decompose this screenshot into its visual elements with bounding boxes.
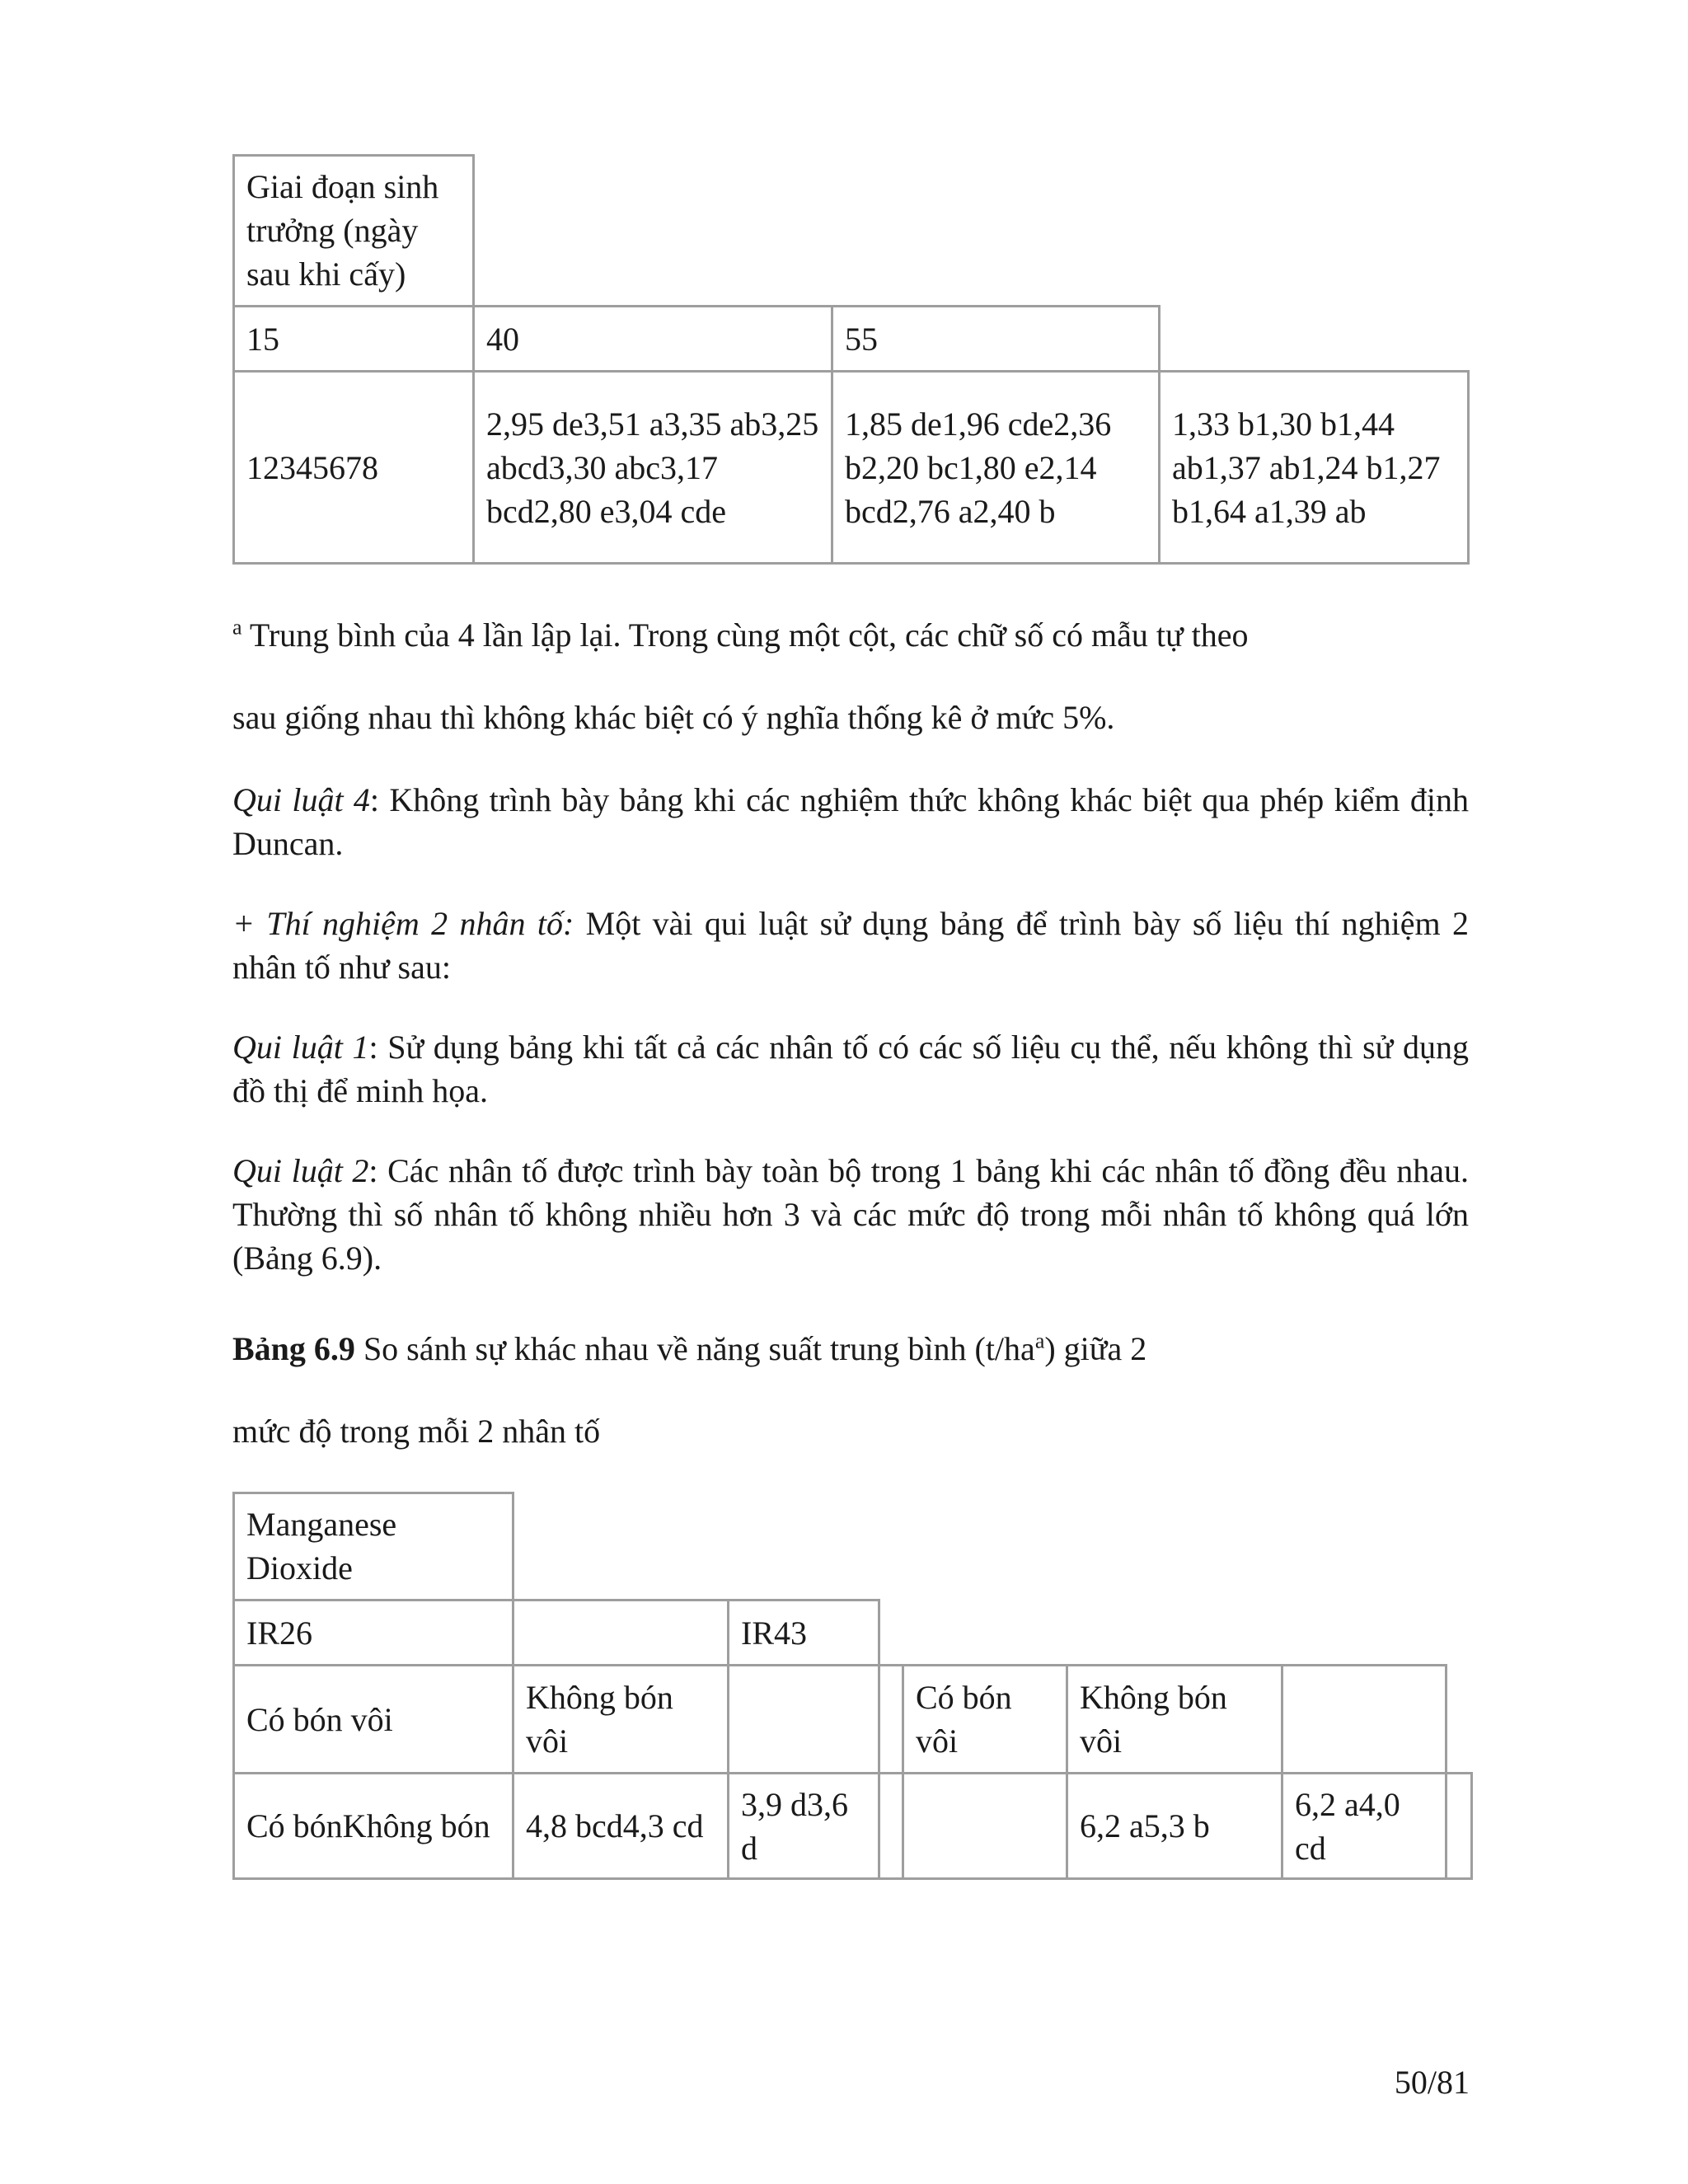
table1-header-cell <box>232 154 475 307</box>
footnote-text-2: sau giống nhau thì không khác biệt có ý nghĩa thống kê ở mức 5%. <box>232 699 1115 736</box>
table2-caption <box>232 1327 1469 1371</box>
table2-caption-line2 <box>232 1409 1469 1453</box>
table2-lime-yes: Có bón vôi <box>246 1700 393 1738</box>
table1-day-40-cell <box>472 305 833 373</box>
table2-v1-cell <box>512 1772 729 1880</box>
table2-value-4: 6,2 a4,0 cd <box>1295 1785 1400 1867</box>
table2-variety-ir43: IR43 <box>741 1615 807 1652</box>
table2-row-label: Có bónKhông bón <box>246 1807 490 1844</box>
table1-day-40: 40 <box>486 320 519 358</box>
table1-col1-cell <box>472 370 833 565</box>
table2-caption-label: Bảng 6.9 <box>232 1330 355 1367</box>
table2-v4-cell <box>1281 1772 1447 1880</box>
rule4-text: : Không trình bày bảng khi các nghiệm thức không khác biệt qua phép kiểm định Duncan. <box>232 781 1469 862</box>
table2-empty-cell-1 <box>512 1599 729 1667</box>
table2-lime-no2-cell <box>1066 1664 1283 1774</box>
table2-value-2: 3,9 d3,6 d <box>741 1785 848 1867</box>
rule4-label: Qui luật 4 <box>232 781 370 818</box>
table2-row-label-cell <box>232 1772 514 1880</box>
table2-empty-cell-3 <box>1281 1664 1447 1774</box>
table2-value-3: 6,2 a5,3 b <box>1080 1807 1210 1844</box>
table1-col3-values: 1,33 b1,30 b1,44 ab1,37 ab1,24 b1,27 b1,64 a1,39 ab <box>1172 405 1441 530</box>
table1-day-55: 55 <box>845 320 878 358</box>
rule2-text: : Các nhân tố được trình bày toàn bộ trong 1 bảng khi các nhân tố đồng đều nhau. Thường thì số nhân tố không nhiều hơn 3 và các mức độ trong mỗi nhân tố không quá lớn (Bảng 6.9). <box>232 1152 1469 1277</box>
table2-caption-text-2: mức độ trong mỗi 2 nhân tố <box>232 1413 601 1450</box>
table2-lime-yes2-cell <box>902 1664 1068 1774</box>
table2-lime-yes-cell <box>232 1664 514 1774</box>
table2-narrow-cell-3 <box>1445 1772 1473 1880</box>
page-number: 50/81 <box>1394 2064 1470 2101</box>
table2-caption-end: ) giữa 2 <box>1044 1330 1147 1367</box>
footnote-marker: a <box>232 615 242 640</box>
footnote-line1 <box>232 613 1469 657</box>
table1-col1-values: 2,95 de3,51 a3,35 ab3,25 abcd3,30 abc3,17 bcd2,80 e3,04 cde <box>486 405 819 530</box>
table2-empty-cell-2 <box>727 1664 880 1774</box>
table2-header-cell <box>232 1492 514 1602</box>
table2-lime-no-2: Không bón vôi <box>1080 1679 1227 1760</box>
rule1-text: : Sử dụng bảng khi tất cả các nhân tố có các số liệu cụ thể, nếu không thì sử dụng đồ thị để minh họa. <box>232 1029 1469 1109</box>
table2-caption-text: So sánh sự khác nhau về năng suất trung bình (t/ha <box>354 1330 1035 1367</box>
rule1-paragraph <box>232 1025 1469 1113</box>
rule4-paragraph <box>232 778 1469 865</box>
table2-empty-cell-4 <box>902 1772 1068 1880</box>
table2-caption-sup: a <box>1034 1329 1045 1353</box>
table2-header: Manganese Dioxide <box>246 1506 397 1586</box>
table1-row-label: 12345678 <box>246 448 378 486</box>
table2-variety-ir26: IR26 <box>246 1615 312 1652</box>
two-factor-text: Một vài qui luật sử dụng bảng để trình bày số liệu thí nghiệm 2 nhân tố như sau: <box>232 905 1469 986</box>
table1-col2-cell <box>831 370 1160 565</box>
table2-lime-no-cell <box>512 1664 729 1774</box>
footnote-line2 <box>232 696 1469 739</box>
table1-day-55-cell <box>831 305 1160 373</box>
rule1-label: Qui luật 1 <box>232 1029 369 1066</box>
table1-col2-values: 1,85 de1,96 cde2,36 b2,20 bc1,80 e2,14 bcd2,76 a2,40 b <box>845 405 1112 530</box>
table2-lime-yes-2: Có bón vôi <box>916 1679 1012 1760</box>
table1-day-15: 15 <box>246 320 279 358</box>
table2-value-1: 4,8 bcd4,3 cd <box>526 1807 704 1844</box>
table1-header: Giai đoạn sinh trưởng (ngày sau khi cấy) <box>246 168 439 293</box>
table2-lime-no: Không bón vôi <box>526 1679 673 1760</box>
table2-ir43-cell <box>727 1599 880 1667</box>
two-factor-paragraph <box>232 902 1469 989</box>
table2-ir26-cell <box>232 1599 514 1667</box>
rule2-label: Qui luật 2 <box>232 1152 369 1189</box>
table1-col3-cell <box>1158 370 1470 565</box>
two-factor-label: + Thí nghiệm 2 nhân tố: <box>232 905 574 942</box>
footnote-text: Trung bình của 4 lần lập lại. Trong cùng một cột, các chữ số có mẫu tự theo <box>241 616 1249 654</box>
table1-day-15-cell <box>232 305 475 373</box>
rule2-paragraph <box>232 1149 1469 1280</box>
table2-v2-cell <box>727 1772 880 1880</box>
table2-v3-cell <box>1066 1772 1283 1880</box>
table1-row-label-cell <box>232 370 475 565</box>
